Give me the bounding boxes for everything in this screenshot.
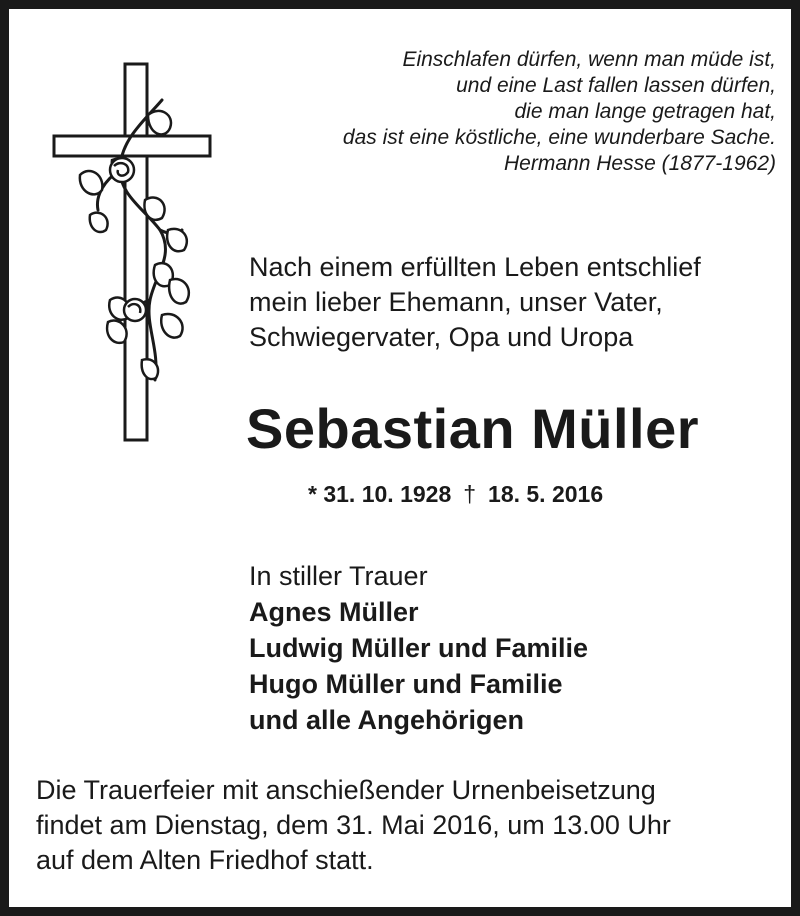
intro-text [249,250,701,355]
ceremony-notice [36,773,671,878]
ceremony-line: findet am Dienstag, dem 31. Mai 2016, um 13.00 Uhr [36,810,671,840]
birth-date: * 31. 10. 1928 [308,481,452,507]
ceremony-line: auf dem Alten Friedhof statt. [36,845,374,875]
cross-with-rose-icon [50,60,215,445]
death-date: 18. 5. 2016 [488,481,604,507]
quote-line: und eine Last fallen lassen dürfen, [456,74,776,97]
life-dates [308,479,603,509]
quote-author: Hermann Hesse (1877-1962) [504,152,776,175]
mourners-intro: In stiller Trauer [249,561,428,591]
quote-line: Einschlafen dürfen, wenn man müde ist, [402,48,776,71]
mourner-name: und alle Angehörigen [249,705,525,735]
quote-line: die man lange getragen hat, [514,100,776,123]
intro-line: Nach einem erfüllten Leben entschlief [249,252,701,282]
ceremony-line: Die Trauerfeier mit anschießender Urnenbeisetzung [36,775,656,805]
death-cross-symbol: † [463,481,477,507]
quote-block [343,47,776,177]
mourner-name: Hugo Müller und Familie [249,669,563,699]
quote-line: das ist eine köstliche, eine wunderbare Sache. [342,126,776,149]
intro-line: Schwiegervater, Opa und Uropa [249,322,634,352]
deceased-name: Sebastian Müller [246,397,700,460]
mourner-name: Ludwig Müller und Familie [249,633,589,663]
intro-line: mein lieber Ehemann, unser Vater, [249,287,663,317]
mourner-name: Agnes Müller [249,597,419,627]
mourners-block [249,558,588,738]
